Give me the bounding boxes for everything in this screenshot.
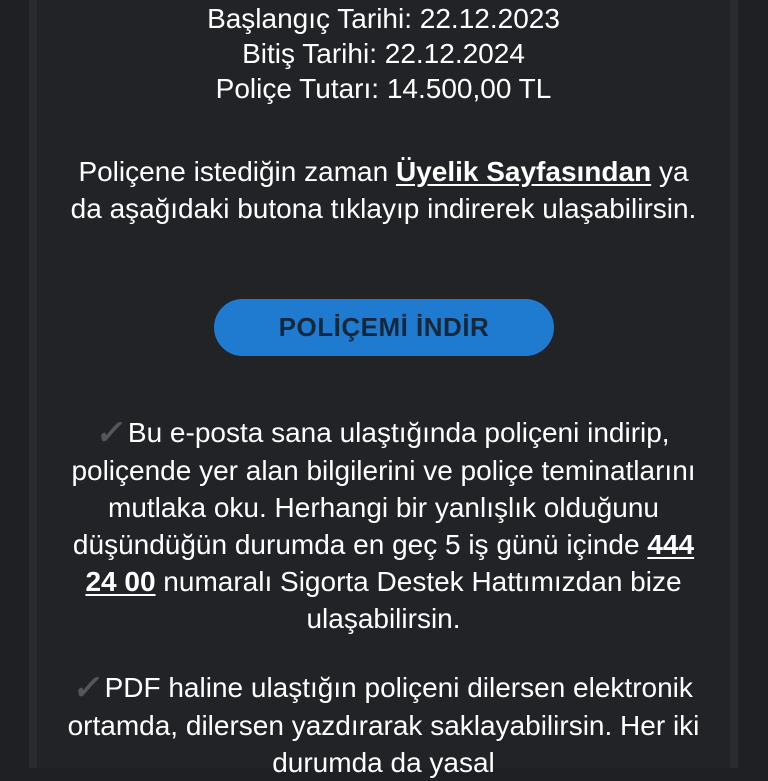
email-frame-right-edge <box>730 0 738 768</box>
end-date-label: Bitiş Tarihi: <box>242 38 385 69</box>
policy-amount-value: 14.500,00 TL <box>386 73 552 104</box>
note-text-after: numaralı Sigorta Destek Hattımızdan bize ulaşabilirsin. <box>155 566 682 634</box>
check-mark-icon: ✓ <box>70 669 107 707</box>
email-frame-left-edge <box>29 0 37 768</box>
note-pdf-storage <box>37 669 730 781</box>
policy-amount-label: Poliçe Tutarı: <box>215 73 387 104</box>
access-paragraph <box>37 153 730 227</box>
end-date-line <box>37 36 730 71</box>
note-text-before: Bu e-posta sana ulaştığında poliçeni indirip, poliçende yer alan bilgilerini ve poliçe teminatlarını mutlaka oku. Herhangi bir yanlışlık olduğunu düşündüğün durumda en geç 5 iş günü içinde <box>71 417 696 560</box>
end-date-value: 22.12.2024 <box>384 38 525 69</box>
note-pdf-text: PDF haline ulaştığın poliçeni dilersen elektronik ortamda, dilersen yazdırarak saklayabilirsin. Her iki durumda da yasal <box>67 672 700 778</box>
email-body-card <box>37 0 730 778</box>
support-phone-link[interactable]: 444 24 00 <box>85 529 695 597</box>
check-mark-icon: ✓ <box>94 414 130 452</box>
download-policy-button[interactable]: POLİÇEMİ İNDİR <box>214 299 554 356</box>
access-text-after: ya da aşağıdaki butona tıklayıp indirerek ulaşabilirsin. <box>70 156 697 224</box>
membership-page-link[interactable]: Üyelik Sayfasından <box>395 156 652 187</box>
policy-amount-line <box>37 71 730 106</box>
start-date-line <box>37 1 730 36</box>
start-date-label: Başlangıç Tarihi: <box>207 3 420 34</box>
access-text-before: Poliçene istediğin zaman <box>78 156 396 187</box>
note-verify-policy <box>37 414 730 637</box>
start-date-value: 22.12.2023 <box>419 3 560 34</box>
policy-info-block <box>37 0 730 106</box>
